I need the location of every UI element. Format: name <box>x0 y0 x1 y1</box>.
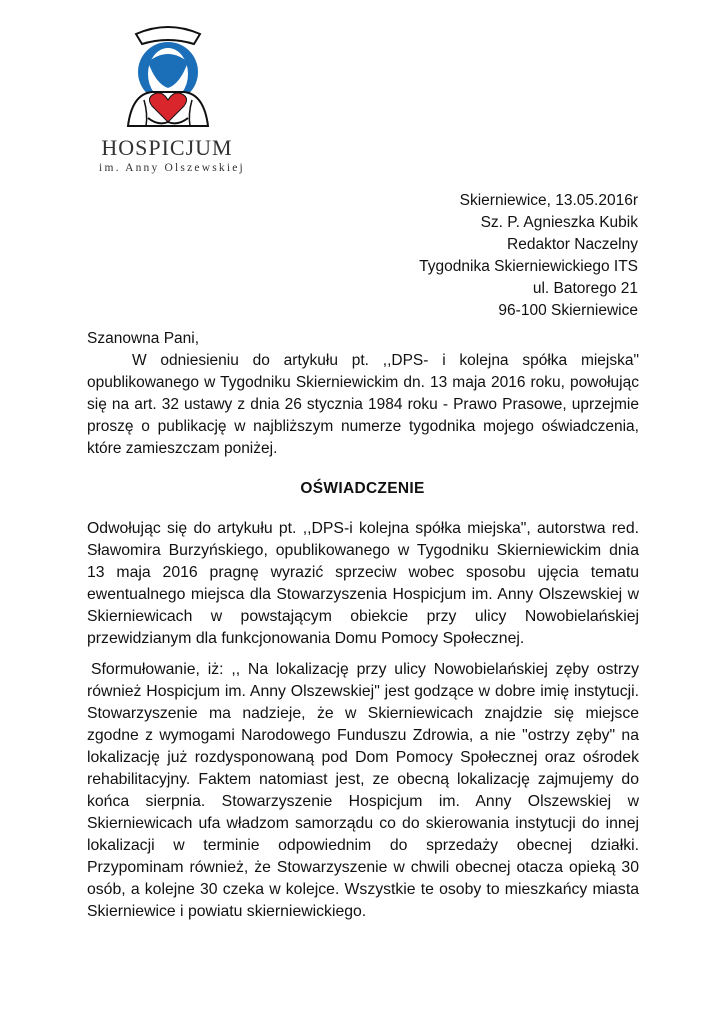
recipient-role: Redaktor Naczelny <box>507 236 638 253</box>
logo-subtitle: im. Anny Olszewskiej <box>99 162 245 174</box>
recipient-name: Sz. P. Agnieszka Kubik <box>480 214 638 231</box>
salutation: Szanowna Pani, <box>87 330 200 347</box>
statement-paragraph-2 <box>87 659 639 923</box>
publication-name: Tygodnika Skierniewickiego ITS <box>419 258 638 275</box>
hospice-figure-icon <box>108 22 228 134</box>
recipient-address-block <box>419 190 638 322</box>
date-line: Skierniewice, 13.05.2016r <box>459 192 638 209</box>
logo-name: HOSPICJUM <box>101 135 233 160</box>
hospicjum-logo <box>92 22 252 182</box>
statement-paragraph-1: Odwołując się do artykułu pt. ,,DPS-i kolejna spółka miejska", autorstwa red. Sławomira Burzyńskiego, opublikowanego w Tygodniku Skierniewickim dnia 13 maja 2016 pragnę wyrazić sprzeciw wobec sposobu ujęcia tematu ewentualnego miejsca dla Stowarzyszenia Hospicjum im. Anny Olszewskiej w Skierniewicach w powstającym obiekcie przy ulicy Nowobielańskiej przewidzianym dla funkcjonowania Domu Pomocy Społecznej. <box>87 520 639 647</box>
intro-text: W odniesieniu do artykułu pt. ,,DPS- i kolejna spółka miejska" opublikowanego w Tygodniku Skierniewickim dn. 13 maja 2016 roku, powołując się na art. 32 ustawy z dnia 26 stycznia 1984 roku - Prawo Prasowe, uprzejmie proszę o publikację w najbliższym numerze tygodnika mojego oświadczenia, które zamieszczam poniżej. <box>87 352 639 457</box>
postal-city: 96-100 Skierniewice <box>498 302 638 319</box>
street-address: ul. Batorego 21 <box>532 280 638 297</box>
statement-title: OŚWIADCZENIE <box>300 480 425 497</box>
intro-paragraph <box>87 350 639 460</box>
statement-text-2: Sformułowanie, iż: ,, Na lokalizację przy ulicy Nowobielańskiej zęby ostrzy również Hospicjum im. Anny Olszewskiej" jest godzące w dobre imię instytucji. Stowarzyszenie ma nadzieje, że w Skierniewicach znajdzie się miejsce zgodne z wymogami Narodowego Funduszu Zdrowia, a nie "ostrzy zęby" na lokalizację już rozdysponowaną pod Dom Pomocy Społecznej oraz ośrodek rehabilitacyjny. Faktem natomiast jest, ze obecną lokalizację zajmujemy do końca sierpnia. Stowarzyszenie Hospicjum im. Anny Olszewskiej w Skierniewicach ufa władzom samorządu co do skierowania instytucji do innej lokalizacji w terminie odpowiednim do sprzedaży obecnej działki. Przypominam również, że Stowarzyszenie w chwili obecnej otacza opieką 30 osób, a kolejne 30 czeka w kolejce. Wszystkie te osoby to mieszkańcy miasta Skierniewice i powiatu skierniewickiego. <box>87 661 639 920</box>
